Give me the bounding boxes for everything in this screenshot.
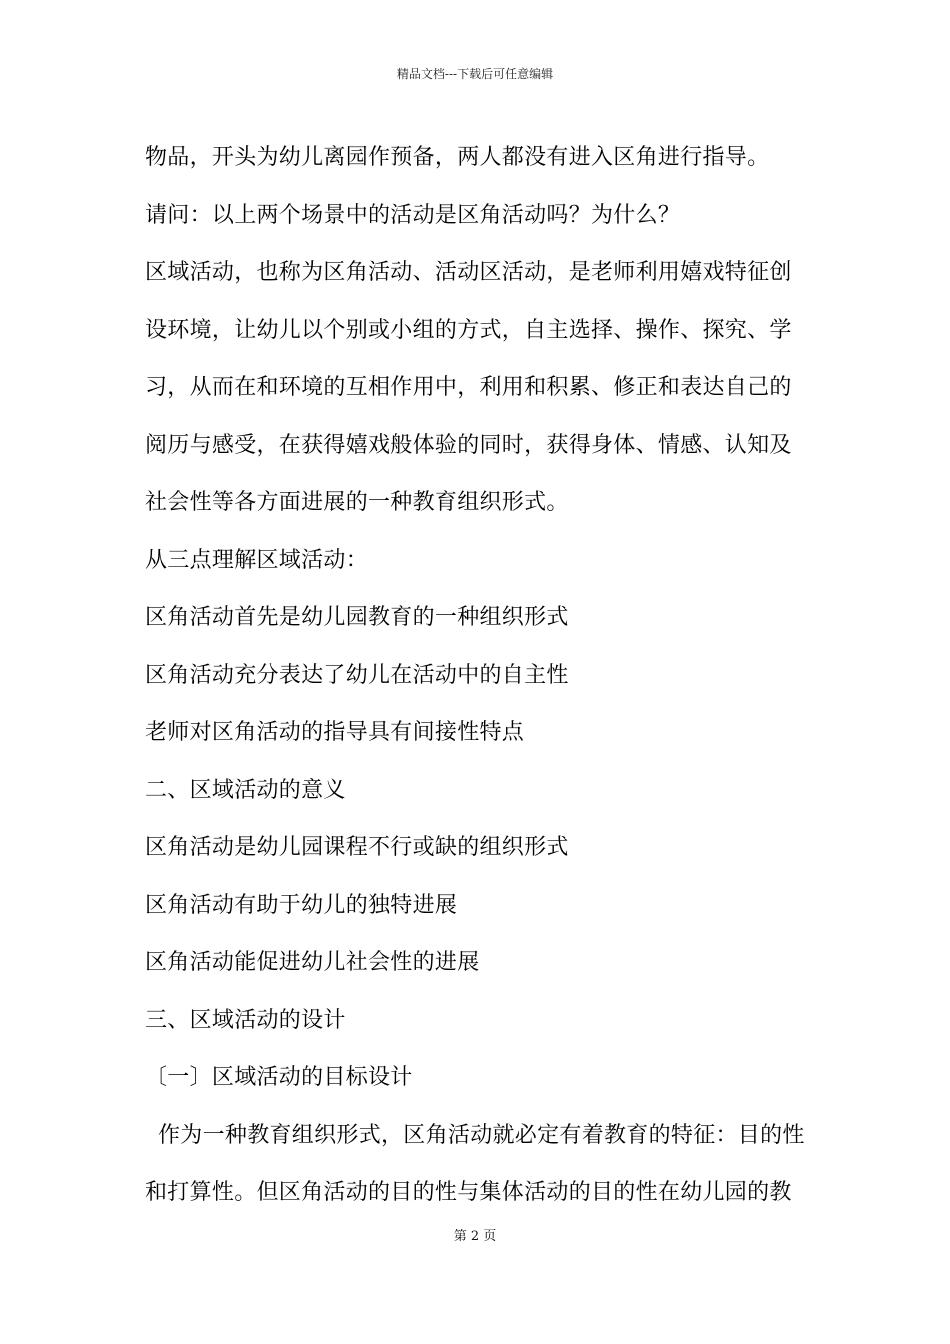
list-item: 区角活动能促进幼儿社会性的进展 — [145, 950, 480, 975]
list-item: 区角活动是幼儿园课程不行或缺的组织形式 — [145, 835, 569, 860]
paragraph-line: 请问：以上两个场景中的活动是区角活动吗？为什么？ — [145, 202, 681, 228]
page-header: 精品文档---下载后可任意编辑 — [396, 67, 554, 81]
document-body — [145, 129, 810, 1222]
paragraph-line: 阅历与感受，在获得嬉戏般体验的同时，获得身体、情感、认知及 — [145, 432, 792, 458]
paragraph-line: 区域活动，也称为区角活动、活动区活动，是老师利用嬉戏特征创 — [145, 260, 792, 285]
section-intro-line: 从三点理解区域活动： — [145, 547, 369, 573]
list-item: 老师对区角活动的指导具有间接性特点 — [145, 720, 525, 745]
paragraph-line: 物品，开头为幼儿离园作预备，两人都没有进入区角进行指导。 — [145, 145, 770, 170]
list-item: 区角活动首先是幼儿园教育的一种组织形式 — [145, 605, 569, 630]
paragraph-line: 设环境，让幼儿以个别或小组的方式，自主选择、操作、探究、学 — [145, 317, 792, 343]
page-number: 第 2 页 — [453, 1229, 497, 1244]
paragraph-line: 作为一种教育组织形式，区角活动就必定有着教育的特征：目的性 — [158, 1122, 805, 1148]
paragraph-line: 社会性等各方面进展的一种教育组织形式。 — [145, 490, 569, 515]
subsection-heading: 〔一〕区域活动的目标设计 — [145, 1065, 413, 1090]
paragraph-line: 和打算性。但区角活动的目的性与集体活动的目的性在幼儿园的教 — [145, 1180, 792, 1205]
section-heading: 二、区域活动的意义 — [145, 777, 346, 803]
list-item: 区角活动有助于幼儿的独特进展 — [145, 892, 458, 918]
list-item: 区角活动充分表达了幼儿在活动中的自主性 — [145, 662, 569, 688]
paragraph-line: 习，从而在和环境的互相作用中，利用和积累、修正和表达自己的 — [145, 375, 792, 400]
section-heading: 三、区域活动的设计 — [145, 1007, 346, 1033]
